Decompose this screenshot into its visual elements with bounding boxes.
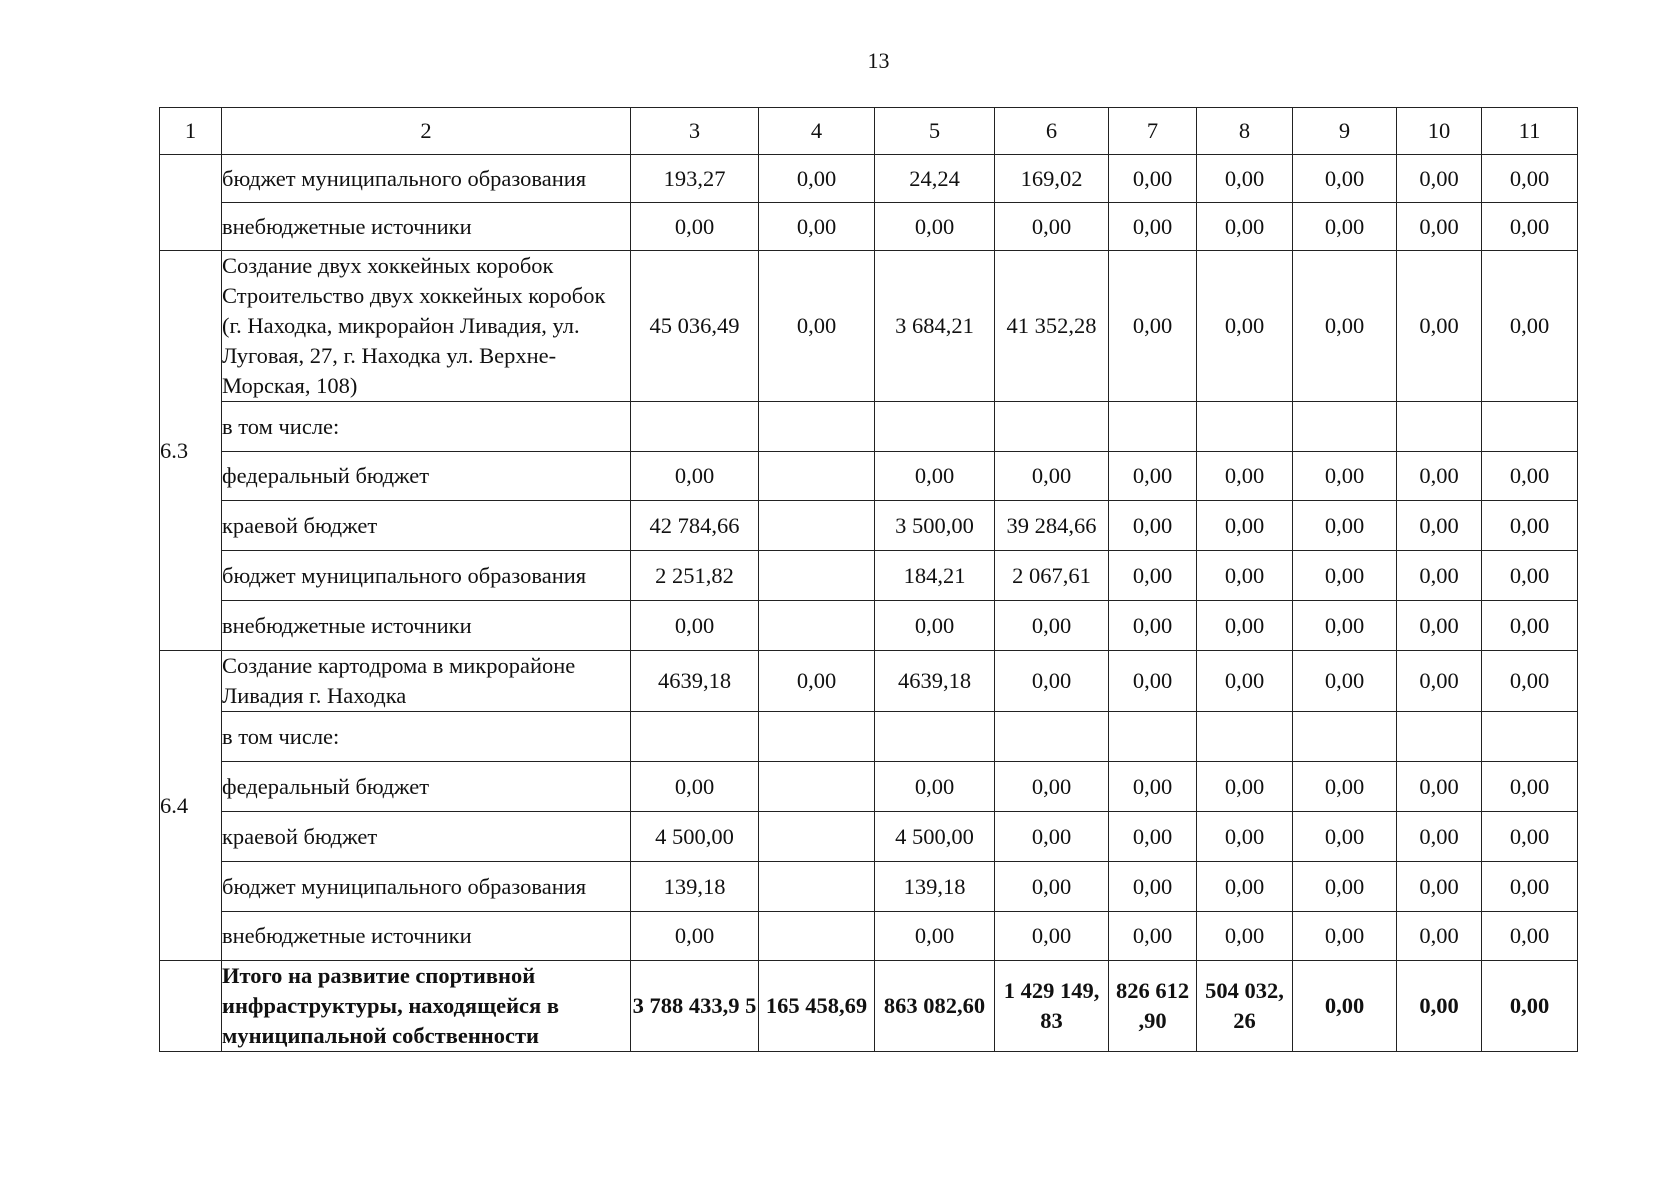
value-cell: 0,00 [1293, 762, 1397, 812]
value-cell: 0,00 [1482, 762, 1578, 812]
value-cell: 0,00 [759, 651, 875, 712]
value-cell: 0,00 [1397, 203, 1482, 251]
value-cell: 0,00 [1397, 912, 1482, 961]
value-cell: 0,00 [1482, 155, 1578, 203]
value-cell: 139,18 [875, 862, 995, 912]
header-cell: 1 [160, 108, 222, 155]
value-cell: 0,00 [1397, 762, 1482, 812]
value-cell: 0,00 [1397, 251, 1482, 402]
value-cell: 0,00 [1397, 501, 1482, 551]
table-row [160, 203, 1578, 251]
value-cell: 0,00 [875, 203, 995, 251]
header-cell: 11 [1482, 108, 1578, 155]
value-cell: 4 500,00 [631, 812, 759, 862]
value-cell [759, 762, 875, 812]
total-value-cell: 165 458,69 [759, 961, 875, 1052]
value-cell: 0,00 [1482, 551, 1578, 601]
value-cell: 0,00 [1197, 251, 1293, 402]
value-cell: 0,00 [1109, 203, 1197, 251]
table-row [160, 812, 1578, 862]
value-cell: 0,00 [1293, 155, 1397, 203]
value-cell: 0,00 [1109, 601, 1197, 651]
value-cell: 3 500,00 [875, 501, 995, 551]
value-cell [1293, 402, 1397, 452]
row-label-cell: краевой бюджет [222, 812, 631, 862]
value-cell: 0,00 [1293, 501, 1397, 551]
value-cell: 0,00 [631, 762, 759, 812]
row-label-cell: в том числе: [222, 712, 631, 762]
total-value-cell: 0,00 [1482, 961, 1578, 1052]
value-cell [995, 712, 1109, 762]
row-label-cell: бюджет муниципального образования [222, 551, 631, 601]
value-cell: 0,00 [995, 651, 1109, 712]
total-value-cell: 0,00 [1397, 961, 1482, 1052]
value-cell: 0,00 [995, 812, 1109, 862]
value-cell: 0,00 [759, 155, 875, 203]
value-cell: 39 284,66 [995, 501, 1109, 551]
value-cell: 0,00 [1293, 551, 1397, 601]
value-cell: 184,21 [875, 551, 995, 601]
row-label-cell: внебюджетные источники [222, 912, 631, 961]
value-cell [995, 402, 1109, 452]
value-cell [759, 501, 875, 551]
value-cell: 0,00 [1109, 551, 1197, 601]
value-cell: 0,00 [875, 601, 995, 651]
value-cell: 0,00 [1109, 155, 1197, 203]
value-cell [759, 551, 875, 601]
table-row [160, 551, 1578, 601]
value-cell: 0,00 [1293, 251, 1397, 402]
value-cell: 4639,18 [875, 651, 995, 712]
value-cell [759, 812, 875, 862]
value-cell: 0,00 [631, 203, 759, 251]
value-cell: 0,00 [1293, 203, 1397, 251]
value-cell: 41 352,28 [995, 251, 1109, 402]
value-cell: 0,00 [1482, 452, 1578, 501]
value-cell: 0,00 [1109, 251, 1197, 402]
value-cell [631, 712, 759, 762]
value-cell: 0,00 [995, 762, 1109, 812]
value-cell: 0,00 [875, 762, 995, 812]
value-cell: 0,00 [1293, 812, 1397, 862]
row-label-cell: внебюджетные источники [222, 203, 631, 251]
value-cell: 0,00 [1197, 912, 1293, 961]
value-cell: 0,00 [1397, 452, 1482, 501]
row-label-cell: Создание двух хоккейных коробок Строительство двух хоккейных коробок (г. Находка, микрорайон Ливадия, ул. Луговая, 27, г. Находка ул. Верхне-Морская, 108) [222, 251, 631, 402]
table-row [160, 601, 1578, 651]
value-cell [759, 862, 875, 912]
value-cell: 4 500,00 [875, 812, 995, 862]
value-cell: 0,00 [1197, 812, 1293, 862]
row-label-cell: Создание картодрома в микрорайоне Ливадия г. Находка [222, 651, 631, 712]
value-cell [759, 712, 875, 762]
header-cell: 4 [759, 108, 875, 155]
value-cell: 0,00 [875, 452, 995, 501]
value-cell: 0,00 [759, 203, 875, 251]
value-cell: 169,02 [995, 155, 1109, 203]
value-cell: 0,00 [1109, 762, 1197, 812]
table-row [160, 862, 1578, 912]
total-value-cell: 1 429 149, 83 [995, 961, 1109, 1052]
value-cell: 0,00 [995, 862, 1109, 912]
header-cell: 3 [631, 108, 759, 155]
table-row [160, 712, 1578, 762]
value-cell: 0,00 [1197, 501, 1293, 551]
value-cell: 0,00 [1397, 601, 1482, 651]
table-row [160, 402, 1578, 452]
value-cell: 0,00 [1482, 601, 1578, 651]
row-index-cell: 6.3 [160, 251, 222, 651]
value-cell: 0,00 [1482, 501, 1578, 551]
row-index-cell: 6.4 [160, 651, 222, 961]
value-cell [1109, 712, 1197, 762]
row-label-cell: бюджет муниципального образования [222, 155, 631, 203]
table-header-row [160, 108, 1578, 155]
header-cell: 7 [1109, 108, 1197, 155]
value-cell: 0,00 [1397, 862, 1482, 912]
table-row [160, 762, 1578, 812]
value-cell: 24,24 [875, 155, 995, 203]
value-cell: 0,00 [1482, 862, 1578, 912]
value-cell: 0,00 [631, 452, 759, 501]
header-cell: 8 [1197, 108, 1293, 155]
header-cell: 9 [1293, 108, 1397, 155]
value-cell [759, 452, 875, 501]
value-cell: 0,00 [995, 203, 1109, 251]
row-index-cell [160, 155, 222, 251]
value-cell [1293, 712, 1397, 762]
value-cell: 0,00 [1482, 203, 1578, 251]
value-cell: 0,00 [1293, 912, 1397, 961]
total-index-cell [160, 961, 222, 1052]
value-cell: 0,00 [995, 912, 1109, 961]
value-cell [875, 712, 995, 762]
value-cell: 139,18 [631, 862, 759, 912]
value-cell: 4639,18 [631, 651, 759, 712]
value-cell [759, 601, 875, 651]
value-cell: 0,00 [995, 452, 1109, 501]
value-cell [1482, 712, 1578, 762]
value-cell: 0,00 [1397, 651, 1482, 712]
value-cell: 0,00 [1397, 551, 1482, 601]
value-cell: 2 067,61 [995, 551, 1109, 601]
value-cell [1197, 712, 1293, 762]
table-row [160, 651, 1578, 712]
value-cell: 0,00 [1109, 912, 1197, 961]
total-label-cell: Итого на развитие спортивной инфраструктуры, находящейся в муниципальной собственности [222, 961, 631, 1052]
table-row [160, 452, 1578, 501]
value-cell [1197, 402, 1293, 452]
value-cell: 0,00 [1197, 551, 1293, 601]
value-cell: 0,00 [1197, 155, 1293, 203]
value-cell: 0,00 [1109, 651, 1197, 712]
total-value-cell: 504 032, 26 [1197, 961, 1293, 1052]
value-cell: 45 036,49 [631, 251, 759, 402]
value-cell [631, 402, 759, 452]
row-label-cell: федеральный бюджет [222, 762, 631, 812]
row-label-cell: краевой бюджет [222, 501, 631, 551]
value-cell: 0,00 [1109, 812, 1197, 862]
row-label-cell: внебюджетные источники [222, 601, 631, 651]
value-cell: 0,00 [1197, 452, 1293, 501]
row-label-cell: в том числе: [222, 402, 631, 452]
value-cell: 0,00 [631, 912, 759, 961]
value-cell: 0,00 [1397, 155, 1482, 203]
value-cell: 0,00 [631, 601, 759, 651]
header-cell: 5 [875, 108, 995, 155]
value-cell [1397, 402, 1482, 452]
value-cell: 0,00 [1109, 501, 1197, 551]
value-cell: 2 251,82 [631, 551, 759, 601]
total-value-cell: 826 612 ,90 [1109, 961, 1197, 1052]
total-value-cell: 3 788 433,9 5 [631, 961, 759, 1052]
value-cell: 0,00 [1397, 812, 1482, 862]
table-row [160, 251, 1578, 402]
value-cell: 0,00 [759, 251, 875, 402]
row-label-cell: бюджет муниципального образования [222, 862, 631, 912]
value-cell [1397, 712, 1482, 762]
value-cell: 0,00 [1197, 203, 1293, 251]
header-cell: 2 [222, 108, 631, 155]
value-cell: 0,00 [1482, 912, 1578, 961]
value-cell: 0,00 [1109, 452, 1197, 501]
value-cell: 0,00 [1197, 601, 1293, 651]
value-cell [1109, 402, 1197, 452]
total-row [160, 961, 1578, 1052]
value-cell [759, 402, 875, 452]
value-cell: 0,00 [1482, 651, 1578, 712]
value-cell: 0,00 [1197, 762, 1293, 812]
value-cell: 42 784,66 [631, 501, 759, 551]
value-cell [875, 402, 995, 452]
budget-table [159, 107, 1578, 1052]
value-cell [1482, 402, 1578, 452]
value-cell: 0,00 [1293, 601, 1397, 651]
header-cell: 6 [995, 108, 1109, 155]
header-cell: 10 [1397, 108, 1482, 155]
value-cell: 0,00 [1197, 862, 1293, 912]
value-cell: 0,00 [1293, 452, 1397, 501]
table-row [160, 912, 1578, 961]
total-value-cell: 0,00 [1293, 961, 1397, 1052]
row-label-cell: федеральный бюджет [222, 452, 631, 501]
total-value-cell: 863 082,60 [875, 961, 995, 1052]
value-cell: 0,00 [995, 601, 1109, 651]
value-cell: 0,00 [875, 912, 995, 961]
value-cell: 0,00 [1293, 862, 1397, 912]
value-cell: 0,00 [1293, 651, 1397, 712]
value-cell: 3 684,21 [875, 251, 995, 402]
page-number: 13 [867, 48, 890, 73]
value-cell: 0,00 [1482, 812, 1578, 862]
value-cell: 0,00 [1109, 862, 1197, 912]
table-row [160, 155, 1578, 203]
value-cell: 0,00 [1482, 251, 1578, 402]
value-cell: 193,27 [631, 155, 759, 203]
value-cell: 0,00 [1197, 651, 1293, 712]
table-row [160, 501, 1578, 551]
value-cell [759, 912, 875, 961]
